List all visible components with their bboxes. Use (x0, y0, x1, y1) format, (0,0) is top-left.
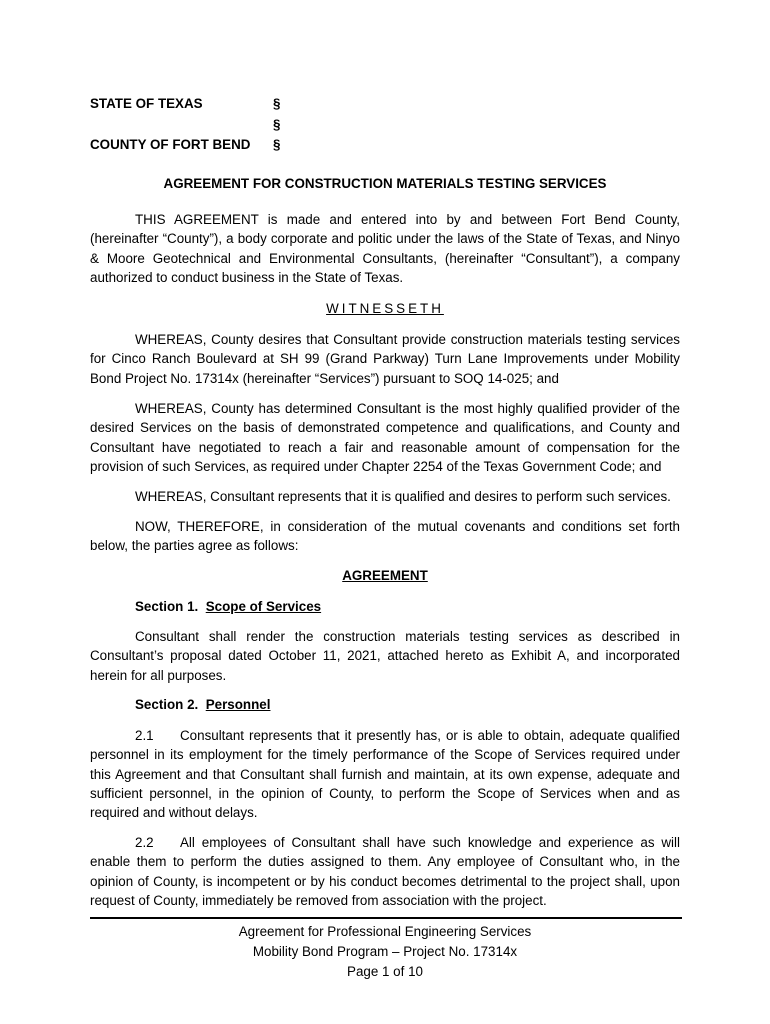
caption-row (90, 94, 410, 115)
section-1-heading (135, 597, 321, 617)
section-symbol: § (273, 137, 281, 152)
footer-divider (90, 917, 682, 919)
page-number: Page 1 of 10 (347, 964, 423, 979)
page-footer (90, 922, 680, 982)
caption-county: COUNTY OF FORT BEND (90, 137, 251, 152)
now-therefore-paragraph: NOW, THEREFORE, in consideration of the mutual covenants and conditions set forth below, the parties agree as follows: (90, 519, 680, 554)
caption-row (90, 135, 410, 156)
clause-text: All employees of Consultant shall have such knowledge and experience as will enable them to perform the duties assigned to them. Any employee of Consultant who, in the opinion of County, is incompetent or by his conduct becomes detrimental to the project shall, upon request of County, immediately be removed from association with the project. (90, 835, 680, 908)
clause-text: Consultant represents that it presently has, or is able to obtain, adequate qualified personnel in its employment for the timely performance of the Scope of Services required under this Agreement and that Consultant shall furnish and maintain, at its own expense, adequate and sufficient personnel, in the opinion of County, to perform the Scope of Services when and as required and without delays. (90, 728, 680, 821)
footer-line-1: Agreement for Professional Engineering Services (238, 924, 532, 939)
whereas-paragraph-1: WHEREAS, County desires that Consultant provide construction materials testing services for Cinco Ranch Boulevard at SH 99 (Grand Parkway) Turn Lane Improvements under Mobility Bond Project No. 17314x (hereinafter “Services”) pursuant to SOQ 14-025; and (90, 332, 680, 386)
footer-line-2: Mobility Bond Program – Project No. 17314x (252, 944, 518, 959)
section-symbol: § (273, 96, 281, 111)
section-2-label: Section 2. (135, 697, 199, 712)
clause-2-2 (90, 833, 680, 910)
document-title: AGREEMENT FOR CONSTRUCTION MATERIALS TESTING SERVICES (163, 176, 607, 191)
caption-row (90, 115, 410, 136)
intro-paragraph: THIS AGREEMENT is made and entered into by and between Fort Bend County, (hereinafter “County”), a body corporate and politic under the laws of the State of Texas, and Ninyo & Moore Geotechnical and Environmental Consultants, (hereinafter “Consultant”), a company authorized to conduct business in the State of Texas. (90, 212, 680, 285)
section-1-title: Scope of Services (205, 599, 322, 614)
venue-caption (90, 94, 410, 156)
clause-2-1 (90, 726, 680, 822)
witnesseth-heading: WITNESSETH (326, 301, 444, 316)
section-2-heading (135, 695, 270, 715)
section-2-title: Personnel (205, 697, 271, 712)
agreement-heading: AGREEMENT (342, 568, 428, 583)
caption-state: STATE OF TEXAS (90, 96, 203, 111)
clause-number: 2.2 (135, 835, 154, 850)
whereas-paragraph-2: WHEREAS, County has determined Consultant is the most highly qualified provider of the desired Services on the basis of demonstrated competence and qualifications, and County and Consultant have negotiated to reach a fair and reasonable amount of compensation for the provision of such Services, as required under Chapter 2254 of the Texas Government Code; and (90, 401, 680, 474)
clause-number: 2.1 (135, 728, 154, 743)
section-1-text: Consultant shall render the construction materials testing services as described in Consultant’s proposal dated October 11, 2021, attached hereto as Exhibit A, and incorporated herein for all purposes. (90, 629, 680, 683)
whereas-paragraph-3: WHEREAS, Consultant represents that it is qualified and desires to perform such services. (135, 489, 671, 504)
section-symbol: § (273, 116, 281, 132)
section-1-label: Section 1. (135, 599, 199, 614)
